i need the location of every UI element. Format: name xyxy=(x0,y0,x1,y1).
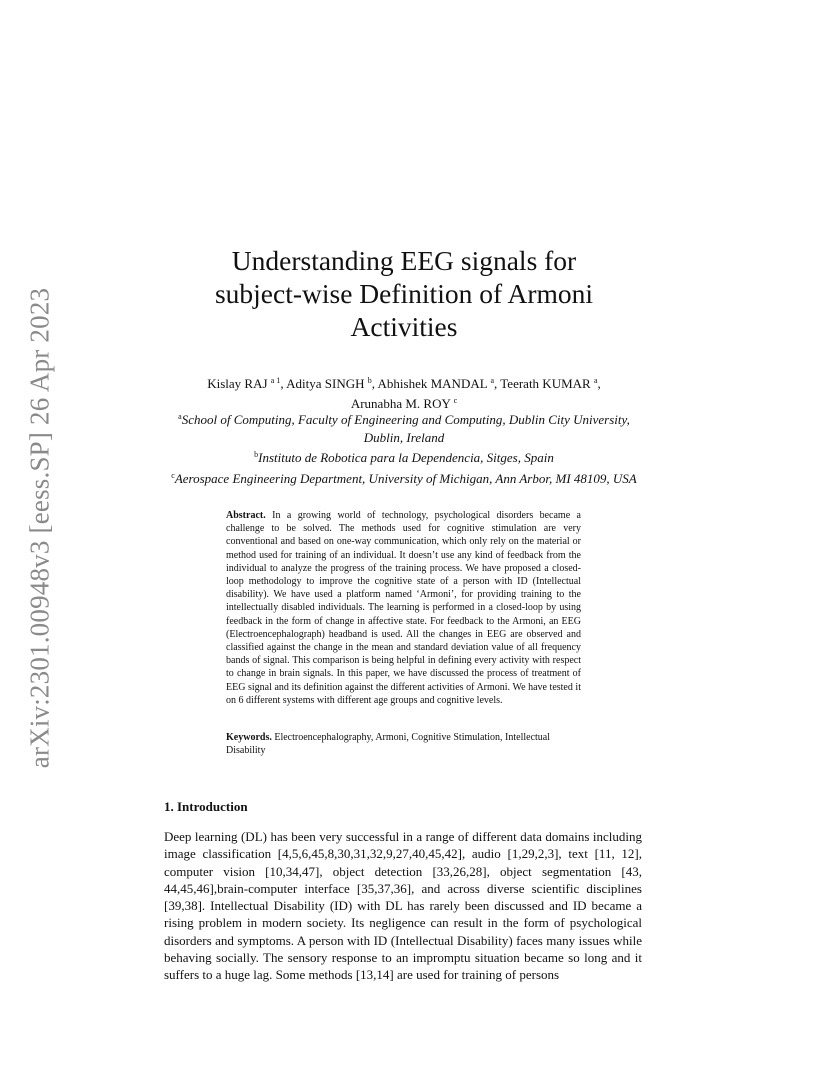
author-name: Kislay RAJ xyxy=(207,376,268,391)
title-line: subject-wise Definition of Armoni xyxy=(214,278,594,309)
abstract-text: In a growing world of technology, psychological disorders became a challenge to be solved. The methods used for cognitive stimulation are very conventional and based on one-way communication, which only rely on the material or method used for training of an individual. It doesn’t use any kind of feedback from the individual to analyze the progress of the training process. We have proposed a closed-loop methodology to improve the cognitive state of a person with ID (Intellectual disability). We have used a platform named ‘Armoni’, for providing training to the intellectually disabled individuals. The learning is performed in a closed-loop by using feedback in the form of change in affective state. For feedback to the Armoni, an EEG (Electroencephalograph) headband is used. All the changes in EEG are observed and classified against the change in the mean and standard deviation value of all frequency bands of signal. This comparison is being helpful in defining every activity with respect to change in brain signals. In this paper, we have discussed the process of treatment of EEG signal and its definition against the different activities of Armoni. We have tested it on 6 different systems with different age groups and cognitive levels. xyxy=(226,510,581,706)
affiliation-mark: c xyxy=(171,470,175,480)
author-affil-mark: b xyxy=(367,376,372,385)
affiliation-item xyxy=(164,467,644,488)
author-affil-mark: a xyxy=(490,376,494,385)
abstract xyxy=(226,509,581,707)
affiliation-mark: b xyxy=(254,450,259,459)
keywords-text: Electroencephalography, Armoni, Cognitive Stimulation, Intellectual Disability xyxy=(226,732,551,757)
affiliation-text: Instituto de Robotica para la Dependencia, Sitges, Spain xyxy=(258,450,554,465)
author-name: Arunabha M. ROY xyxy=(350,396,451,411)
abstract-label: Abstract. xyxy=(226,510,266,521)
affiliation-item xyxy=(164,408,644,446)
author-name: , Teerath KUMAR xyxy=(494,376,591,391)
arxiv-identifier: arXiv:2301.00948v3 [eess.SP] 26 Apr 2023 xyxy=(24,287,55,769)
section-body: Deep learning (DL) has been very successful in a range of different data domains including image classification [4,5,6,45,8,30,31,32,9,27,40,45,42], audio [1,29,2,3], text [11, 12], computer vision [10,34,47], object detection [33,26,28], object segmentation [43, 44,45,46],brain-computer interface [35,37,36], and across diverse scientific disciplines [39,38]. Intellectual Disability (ID) with DL has rarely been discussed and ID became a rising problem in modern society. Its negligence can result in the form of psychological disorders and symptoms. A person with ID (Intellectual Disability) faces many issues while behaving socially. The sensory response to an impromptu situation became so long and it suffers to a huge lag. Some methods [13,14] are used for training of persons xyxy=(164,829,642,983)
author-affil-mark: c xyxy=(453,396,458,405)
author-separator: , xyxy=(597,376,601,391)
author-name: , Abhishek MANDAL xyxy=(371,376,488,391)
affiliation-text: Aerospace Engineering Department, University of Michigan, Ann Arbor, MI 48109, USA xyxy=(174,470,637,486)
paper-title xyxy=(164,244,644,343)
keywords-label: Keywords. xyxy=(226,732,272,743)
keywords xyxy=(226,731,581,757)
author-list xyxy=(164,372,644,412)
affiliation-text: School of Computing, Faculty of Engineering and Computing, Dublin City University, Dublin, Ireland xyxy=(181,412,630,445)
affiliation-list xyxy=(164,408,644,487)
affiliation-mark: a xyxy=(178,412,182,421)
author-name: , Aditya SINGH xyxy=(280,376,365,391)
author-affil-mark: a 1 xyxy=(270,376,281,385)
arxiv-side-stamp xyxy=(20,283,60,773)
title-line: Understanding EEG signals for xyxy=(231,245,577,276)
section-heading: 1. Introduction xyxy=(164,799,248,814)
author-affil-mark: a xyxy=(593,376,598,385)
title-line: Activities xyxy=(350,311,458,342)
affiliation-item xyxy=(164,446,644,467)
